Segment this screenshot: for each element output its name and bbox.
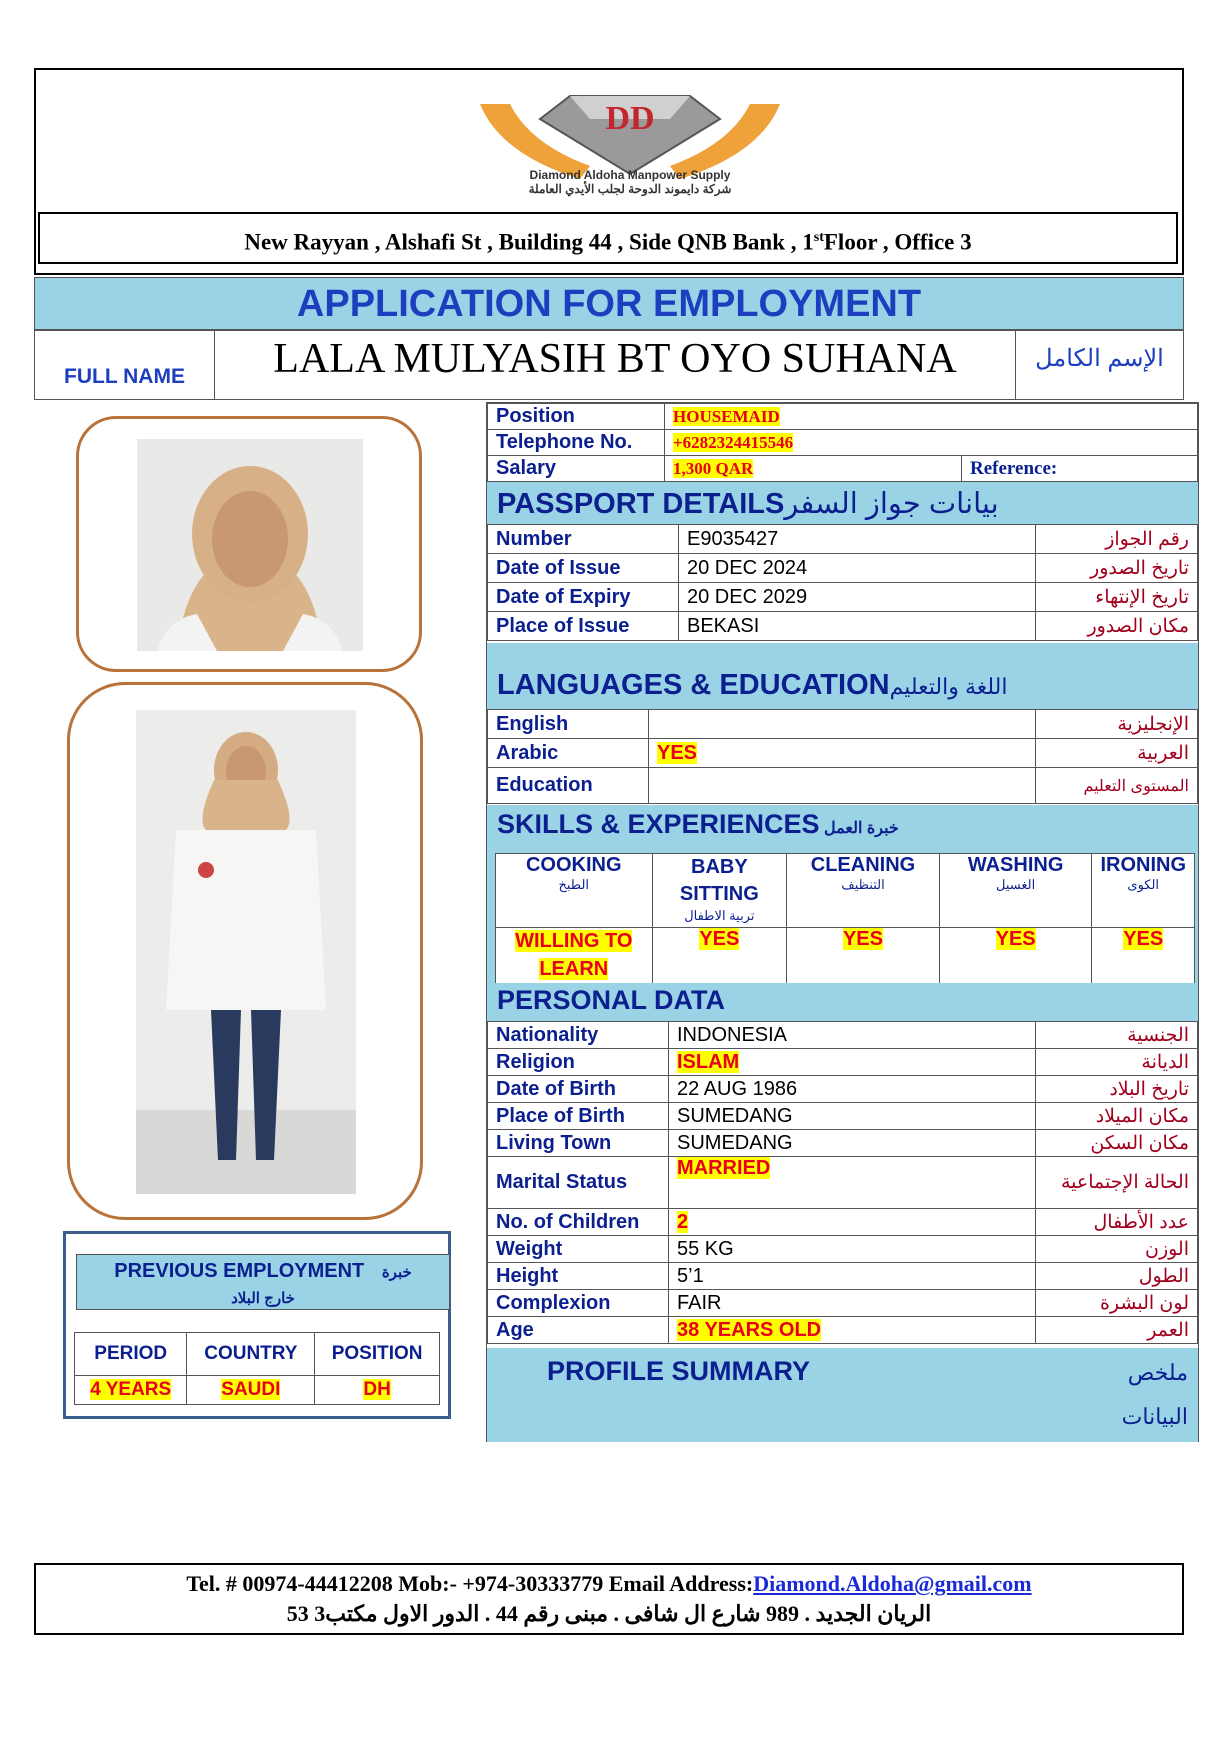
- previous-employment-box: [63, 1231, 451, 1419]
- skill-ironing-value: YES: [1123, 928, 1164, 950]
- address-part2: Floor , Office 3: [823, 229, 972, 255]
- passport-number-value: E9035427: [679, 525, 1036, 554]
- svg-text:DD: DD: [605, 100, 655, 137]
- living-town-label: Living Town: [488, 1130, 669, 1157]
- languages-table: [487, 709, 1198, 804]
- height-label: Height: [488, 1263, 669, 1290]
- table-row: [488, 612, 1198, 641]
- issue-place-value: BEKASI: [679, 612, 1036, 641]
- arabic-label: Arabic: [488, 739, 649, 768]
- details-panel: [486, 402, 1199, 1442]
- children-label: No. of Children: [488, 1209, 669, 1236]
- marital-status-label: Marital Status: [488, 1157, 669, 1209]
- issue-date-ar: تاريخ الصدور: [1036, 554, 1198, 583]
- passport-number-label: Number: [488, 525, 679, 554]
- skill-cleaning-label: CLEANING: [810, 854, 916, 876]
- table-row: [488, 1049, 1198, 1076]
- height-ar: الطول: [1036, 1263, 1198, 1290]
- education-ar: المستوى التعليم: [1036, 768, 1198, 804]
- position-value: DH: [363, 1379, 391, 1400]
- skills-title: SKILLS & EXPERIENCES: [497, 809, 820, 839]
- period-header: PERIOD: [75, 1333, 187, 1376]
- skills-value-row: [496, 928, 1195, 985]
- full-name-value: LALA MULYASIH BT OYO SUHANA: [273, 336, 957, 382]
- dob-label: Date of Birth: [488, 1076, 669, 1103]
- living-town-value: SUMEDANG: [669, 1130, 1036, 1157]
- dob-value: 22 AUG 1986: [669, 1076, 1036, 1103]
- full-name-label: FULL NAME: [35, 331, 215, 399]
- period-value: 4 YEARS: [90, 1379, 172, 1400]
- skill-ironing-label: IRONING: [1100, 854, 1186, 876]
- skill-cleaning-value: YES: [842, 928, 883, 950]
- expiry-date-label: Date of Expiry: [488, 583, 679, 612]
- table-row: [488, 1209, 1198, 1236]
- position-value: HOUSEMAID: [673, 406, 780, 426]
- salary-label: Salary: [488, 456, 665, 482]
- complexion-value: FAIR: [669, 1290, 1036, 1317]
- children-ar: عدد الأطفال: [1036, 1209, 1198, 1236]
- skill-washing-ar: الغسيل: [996, 877, 1036, 892]
- issue-place-label: Place of Issue: [488, 612, 679, 641]
- issue-date-label: Date of Issue: [488, 554, 679, 583]
- weight-ar: الوزن: [1036, 1236, 1198, 1263]
- logo-text-en: Diamond Aldoha Manpower Supply: [529, 168, 731, 182]
- position-header: POSITION: [315, 1333, 440, 1376]
- telephone-label: Telephone No.: [488, 430, 665, 456]
- personal-table: [487, 1021, 1198, 1344]
- table-row: [488, 710, 1198, 739]
- address-part1: New Rayyan , Alshafi St , Building 44 , Side QNB Bank , 1: [244, 229, 814, 255]
- birthplace-ar: مكان الميلاد: [1036, 1103, 1198, 1130]
- full-name-row: [34, 330, 1184, 400]
- profile-summary-title-ar2: البيانات: [1121, 1404, 1188, 1429]
- table-row: [488, 768, 1198, 804]
- skill-cooking-value: WILLING TO LEARN: [515, 930, 633, 980]
- footer-contact-text: Tel. # 00974-44412208 Mob:- +974-30333779 Email Address:: [186, 1571, 754, 1596]
- religion-ar: الديانة: [1036, 1049, 1198, 1076]
- passport-number-ar: رقم الجواز: [1036, 525, 1198, 554]
- table-row: [488, 1022, 1198, 1049]
- profile-summary-title-ar1: ملخص: [1127, 1360, 1188, 1385]
- table-row: [488, 1236, 1198, 1263]
- english-label: English: [488, 710, 649, 739]
- issue-place-ar: مكان الصدور: [1036, 612, 1198, 641]
- company-logo: [440, 74, 820, 214]
- languages-title-ar: اللغة والتعليم: [889, 674, 1008, 699]
- table-row: [488, 1317, 1198, 1344]
- english-ar: الإنجليزية: [1036, 710, 1198, 739]
- previous-employment-title-ar1: خبرة: [381, 1264, 412, 1281]
- logo-text-ar: شركة دايموند الدوحة لجلب الأيدي العاملة: [528, 182, 732, 196]
- previous-employment-title: PREVIOUS EMPLOYMENT: [114, 1260, 365, 1282]
- personal-title: PERSONAL DATA: [497, 985, 726, 1015]
- salary-value: 1,300 QAR: [673, 458, 754, 478]
- children-value: 2: [677, 1210, 689, 1233]
- skill-washing-value: YES: [995, 928, 1036, 950]
- headshot-photo-icon: [137, 439, 363, 651]
- skill-cooking-ar: الطبخ: [558, 877, 590, 892]
- profile-summary-title: PROFILE SUMMARY: [547, 1356, 810, 1386]
- marital-status-value: MARRIED: [677, 1157, 771, 1179]
- table-row: [488, 1130, 1198, 1157]
- english-value: [649, 710, 1036, 739]
- previous-employment-table: [74, 1332, 440, 1405]
- nationality-value: INDONESIA: [669, 1022, 1036, 1049]
- full-body-photo-frame: [67, 682, 423, 1220]
- weight-label: Weight: [488, 1236, 669, 1263]
- table-row: [488, 1103, 1198, 1130]
- full-body-photo-icon: [136, 710, 356, 1194]
- footer-email-link[interactable]: Diamond.Aldoha@gmail.com: [753, 1571, 1032, 1596]
- expiry-date-ar: تاريخ الإنتهاء: [1036, 583, 1198, 612]
- nationality-label: Nationality: [488, 1022, 669, 1049]
- arabic-ar: العربية: [1036, 739, 1198, 768]
- expiry-date-value: 20 DEC 2029: [679, 583, 1036, 612]
- previous-employment-header: [76, 1254, 450, 1310]
- profile-summary-section: [487, 1348, 1198, 1442]
- height-value: 5’1: [669, 1263, 1036, 1290]
- languages-section-header: [487, 643, 1198, 709]
- marital-status-ar: الحالة الإجتماعية: [1036, 1157, 1198, 1209]
- country-value: SAUDI: [221, 1379, 281, 1400]
- footer-address-ar: 53 الريان الجديد . 989 شارع ال شافى . مبنى رقم 44 . الدور الاول مكتب3: [286, 1601, 932, 1626]
- table-row: [488, 554, 1198, 583]
- skills-header-row: [496, 854, 1195, 928]
- education-label: Education: [488, 768, 649, 804]
- skill-babysitting-label: BABY SITTING: [679, 856, 759, 905]
- dob-ar: تاريخ البلاد: [1036, 1076, 1198, 1103]
- table-row: [488, 525, 1198, 554]
- passport-title: PASSPORT DETAILS: [497, 488, 785, 520]
- table-row: [488, 583, 1198, 612]
- birthplace-label: Place of Birth: [488, 1103, 669, 1130]
- skills-title-ar: خبرة العمل: [824, 820, 899, 837]
- issue-date-value: 20 DEC 2024: [679, 554, 1036, 583]
- age-ar: العمر: [1036, 1317, 1198, 1344]
- company-address: [38, 212, 1178, 264]
- passport-table: [487, 524, 1198, 641]
- footer-contact: [34, 1563, 1184, 1635]
- skills-section-header: [487, 805, 1198, 847]
- table-row: [488, 1290, 1198, 1317]
- country-header: COUNTRY: [187, 1333, 315, 1376]
- position-label: Position: [488, 404, 665, 430]
- telephone-value: +6282324415546: [673, 432, 794, 452]
- reference-label: Reference:: [962, 456, 1198, 482]
- religion-value: ISLAM: [677, 1050, 740, 1073]
- skill-babysitting-ar: تربية الاطفال: [684, 908, 755, 923]
- arabic-value: YES: [657, 741, 698, 764]
- age-label: Age: [488, 1317, 669, 1344]
- address-sup: st: [813, 230, 824, 245]
- skill-washing-label: WASHING: [967, 854, 1064, 876]
- living-town-ar: مكان السكن: [1036, 1130, 1198, 1157]
- birthplace-value: SUMEDANG: [669, 1103, 1036, 1130]
- previous-employment-title-ar2: خارج البلاد: [231, 1290, 295, 1307]
- full-name-label-ar: الإسم الكامل: [1015, 331, 1183, 399]
- skill-cooking-label: COOKING: [525, 854, 622, 876]
- passport-title-ar: بيانات جواز السفر: [784, 488, 999, 520]
- table-row: [488, 1076, 1198, 1103]
- languages-title: LANGUAGES & EDUCATION: [497, 669, 890, 701]
- skill-ironing-ar: الكوى: [1127, 877, 1160, 892]
- page-title: APPLICATION FOR EMPLOYMENT: [34, 277, 1184, 330]
- complexion-label: Complexion: [488, 1290, 669, 1317]
- table-row: [488, 739, 1198, 768]
- skill-babysitting-value: YES: [699, 928, 740, 950]
- skill-cleaning-ar: التنظيف: [841, 877, 885, 892]
- table-row: [488, 1263, 1198, 1290]
- nationality-ar: الجنسية: [1036, 1022, 1198, 1049]
- age-value: 38 YEARS OLD: [677, 1318, 822, 1341]
- skills-table: [495, 853, 1195, 985]
- table-row: [488, 1157, 1198, 1209]
- passport-section-header: [487, 482, 1198, 524]
- headshot-photo-frame: [76, 416, 422, 672]
- religion-label: Religion: [488, 1049, 669, 1076]
- job-info-table: [487, 403, 1198, 482]
- weight-value: 55 KG: [669, 1236, 1036, 1263]
- complexion-ar: لون البشرة: [1036, 1290, 1198, 1317]
- personal-section-header: [487, 983, 1198, 1021]
- education-value: [649, 768, 1036, 804]
